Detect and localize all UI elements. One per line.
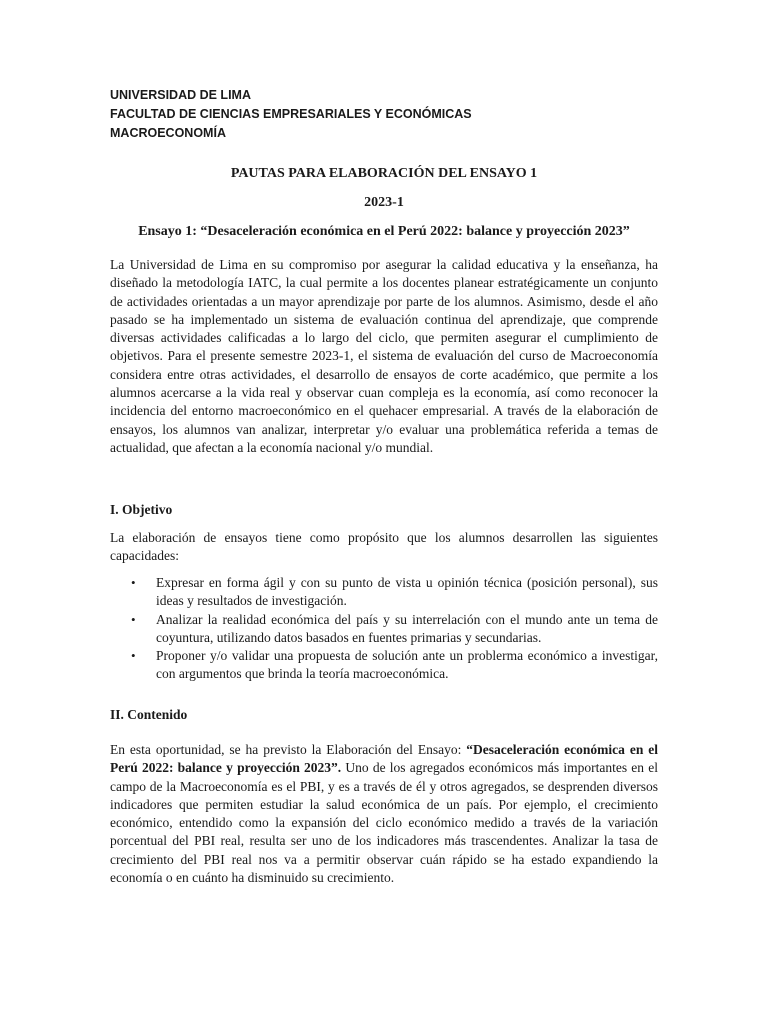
bullet-icon: • — [131, 575, 136, 590]
objectives-list — [110, 574, 658, 684]
document-period: 2023-1 — [364, 195, 404, 210]
list-item — [110, 611, 658, 648]
document-title: PAUTAS PARA ELABORACIÓN DEL ENSAYO 1 — [230, 166, 538, 181]
bullet-icon: • — [131, 611, 136, 627]
contenido-essay-title: “Desaceleración económica en el Perú 2022: balance y proyección 2023”. — [110, 742, 658, 776]
section-objetivo-text: La elaboración de ensayos tiene como propósito que los alumnos desarrollen las siguientes capacidades: — [110, 530, 658, 564]
institution-header — [110, 86, 472, 143]
list-item — [110, 647, 658, 684]
list-item-text: Analizar la realidad económica del país y su interrelación con el mundo ante un tema de coyuntura, utilizando datos basados en fuentes primarias y secundarias. — [156, 611, 658, 645]
contenido-lead: En esta oportunidad, se ha previsto la Elaboración del Ensayo: — [110, 742, 467, 757]
faculty-name: FACULTAD DE CIENCIAS EMPRESARIALES Y ECONÓMICAS — [110, 107, 472, 121]
list-item — [110, 574, 658, 611]
section-contenido-heading: II. Contenido — [110, 707, 188, 722]
list-item-text: Expresar en forma ágil y con su punto de vista u opinión técnica (posición personal), sus ideas y resultados de investigación. — [156, 575, 658, 609]
essay-title: Ensayo 1: “Desaceleración económica en el Perú 2022: balance y proyección 2023” — [138, 224, 630, 239]
section-objetivo-heading: I. Objetivo — [110, 502, 173, 517]
section-contenido-text — [110, 741, 658, 887]
intro-paragraph: La Universidad de Lima en su compromiso por asegurar la calidad educativa y la enseñanza, ha diseñado la metodología IATC, la cual permite a los docentes planear estratégicamente un conjunto de actividades orientadas a un mayor aprendizaje por parte de los alumnos. Asimismo, desde el año pasado se ha implementado un sistema de evaluación continua del aprendizaje, que comprende diversas actividades calificadas a lo largo del ciclo, que permiten asegurar el cumplimiento de objetivos. Para el presente semestre 2023-1, el sistema de evaluación del curso de Macroeconomía considera entre otras actividades, el desarrollo de ensayos de corte académico, que permite a los alumnos acercarse a la vida real y observar cuan compleja es la economía, así como reconocer la incidencia del entorno macroeconómico en el quehacer empresarial. A través de la elaboración de ensayos, los alumnos van analizar, interpretar y/o evaluar una problemática referida a temas de actualidad, que afectan a la economía nacional y/o mundial. — [110, 257, 658, 455]
bullet-icon: • — [131, 648, 136, 664]
list-item-text: Proponer y/o validar una propuesta de solución ante un problerma económico a investigar, con argumentos que brinda la teoría macroeconómica. — [156, 648, 658, 682]
course-name: MACROECONOMÍA — [110, 126, 226, 140]
contenido-body: Uno de los agregados económicos más importantes en el campo de la Macroeconomía es el PBI, y es a través de él y otros agregados, se desprenden diversos indicadores que permiten estudiar la salud económica de un país. Por ejemplo, el crecimiento económico, entendido como la expansión del ciclo económico medido a través de la variación porcentual del PBI real, resulta ser uno de los indicadores más trascendentes. Analizar la tasa de crecimiento del PBI real nos va a permitir observar cuán rápido se ha estado expandiendo la economía o en cuánto ha disminuido su crecimiento. — [110, 760, 658, 886]
university-name: UNIVERSIDAD DE LIMA — [110, 88, 251, 102]
